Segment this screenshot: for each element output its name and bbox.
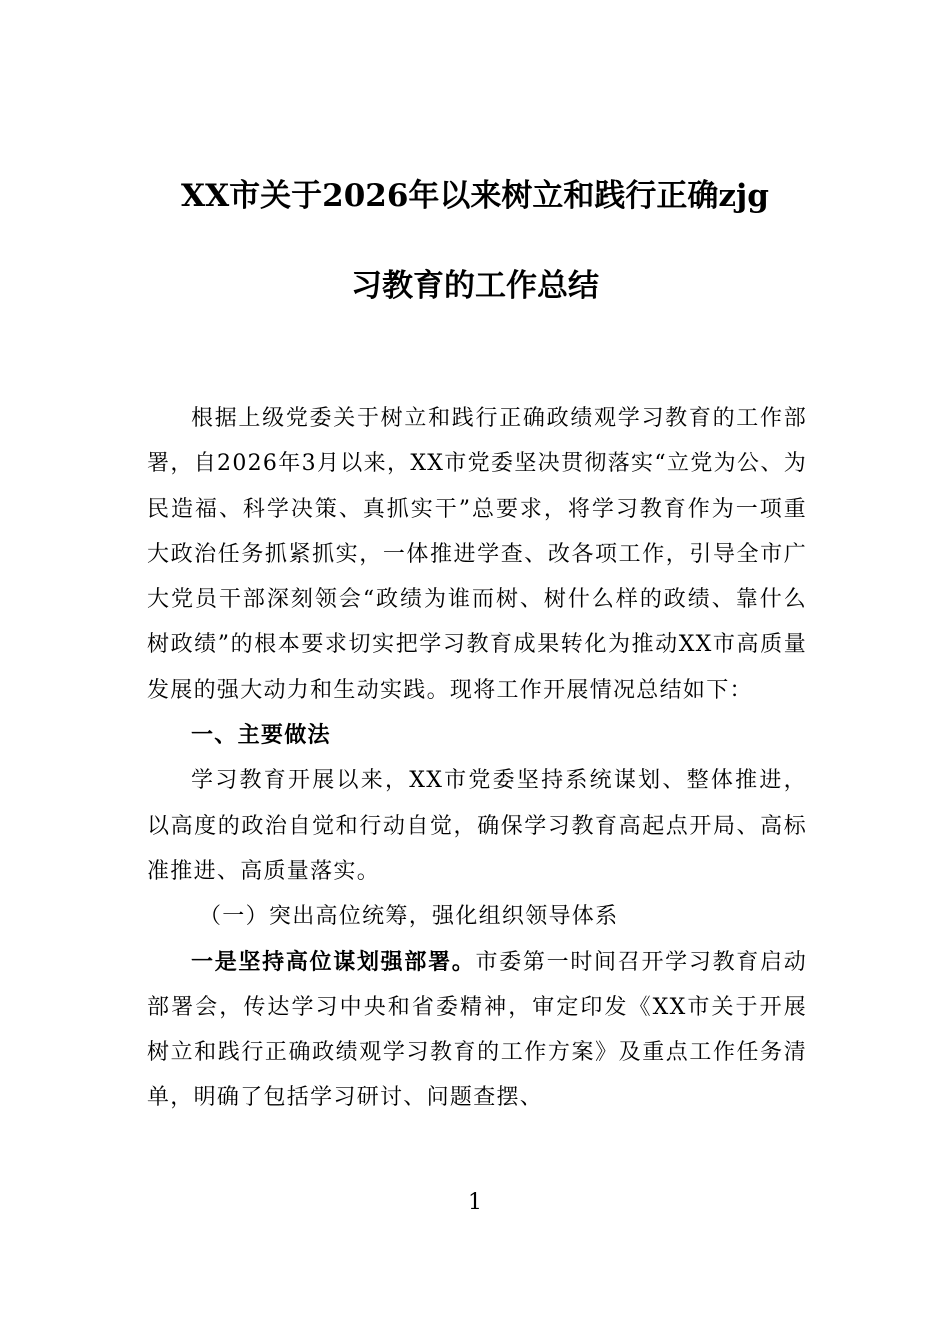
section-paragraph: 学习教育开展以来，XX市党委坚持系统谋划、整体推进，以高度的政治自觉和行动自觉，确保学习教育高起点开局、高标准推进、高质量落实。 — [147, 768, 807, 884]
intro-paragraph: 根据上级党委关于树立和践行正确政绩观学习教育的工作部署，自2026年3月以来，XX市党委坚决贯彻落实“立党为公、为民造福、科学决策、真抓实干”总要求，将学习教育作为一项重大政治任务抓紧抓实，一体推进学查、改各项工作，引导全市广大党员干部深刻领会“政绩为谁而树、树什么样的政绩、靠什么树政绩”的根本要求切实把学习教育成果转化为推动XX市高质量发展的强大动力和生动实践。现将工作开展情况总结如下： — [147, 406, 807, 703]
document-title-line-2: 习教育的工作总结 — [351, 268, 599, 304]
document-body — [147, 396, 807, 1121]
point-body-text: 市委第一时间召开学习教育启动部署会，传达学习中央和省委精神，审定印发《XX市关于开展树立和践行正确政绩观学习教育的工作方案》及重点工作任务清单，明确了包括学习研讨、问题查摆、 — [147, 949, 807, 1111]
point-paragraph — [147, 940, 807, 1121]
section-heading-main-practices: 一、主要做法 — [191, 723, 331, 749]
point-lead-text: 一是坚持高位谋划强部署。 — [191, 948, 476, 975]
subsection-heading: （一）突出高位统筹，强化组织领导体系 — [199, 904, 619, 930]
document-title-line-1: XX市关于2026年以来树立和践行正确zjg — [181, 178, 769, 214]
page-number: 1 — [468, 1190, 482, 1215]
